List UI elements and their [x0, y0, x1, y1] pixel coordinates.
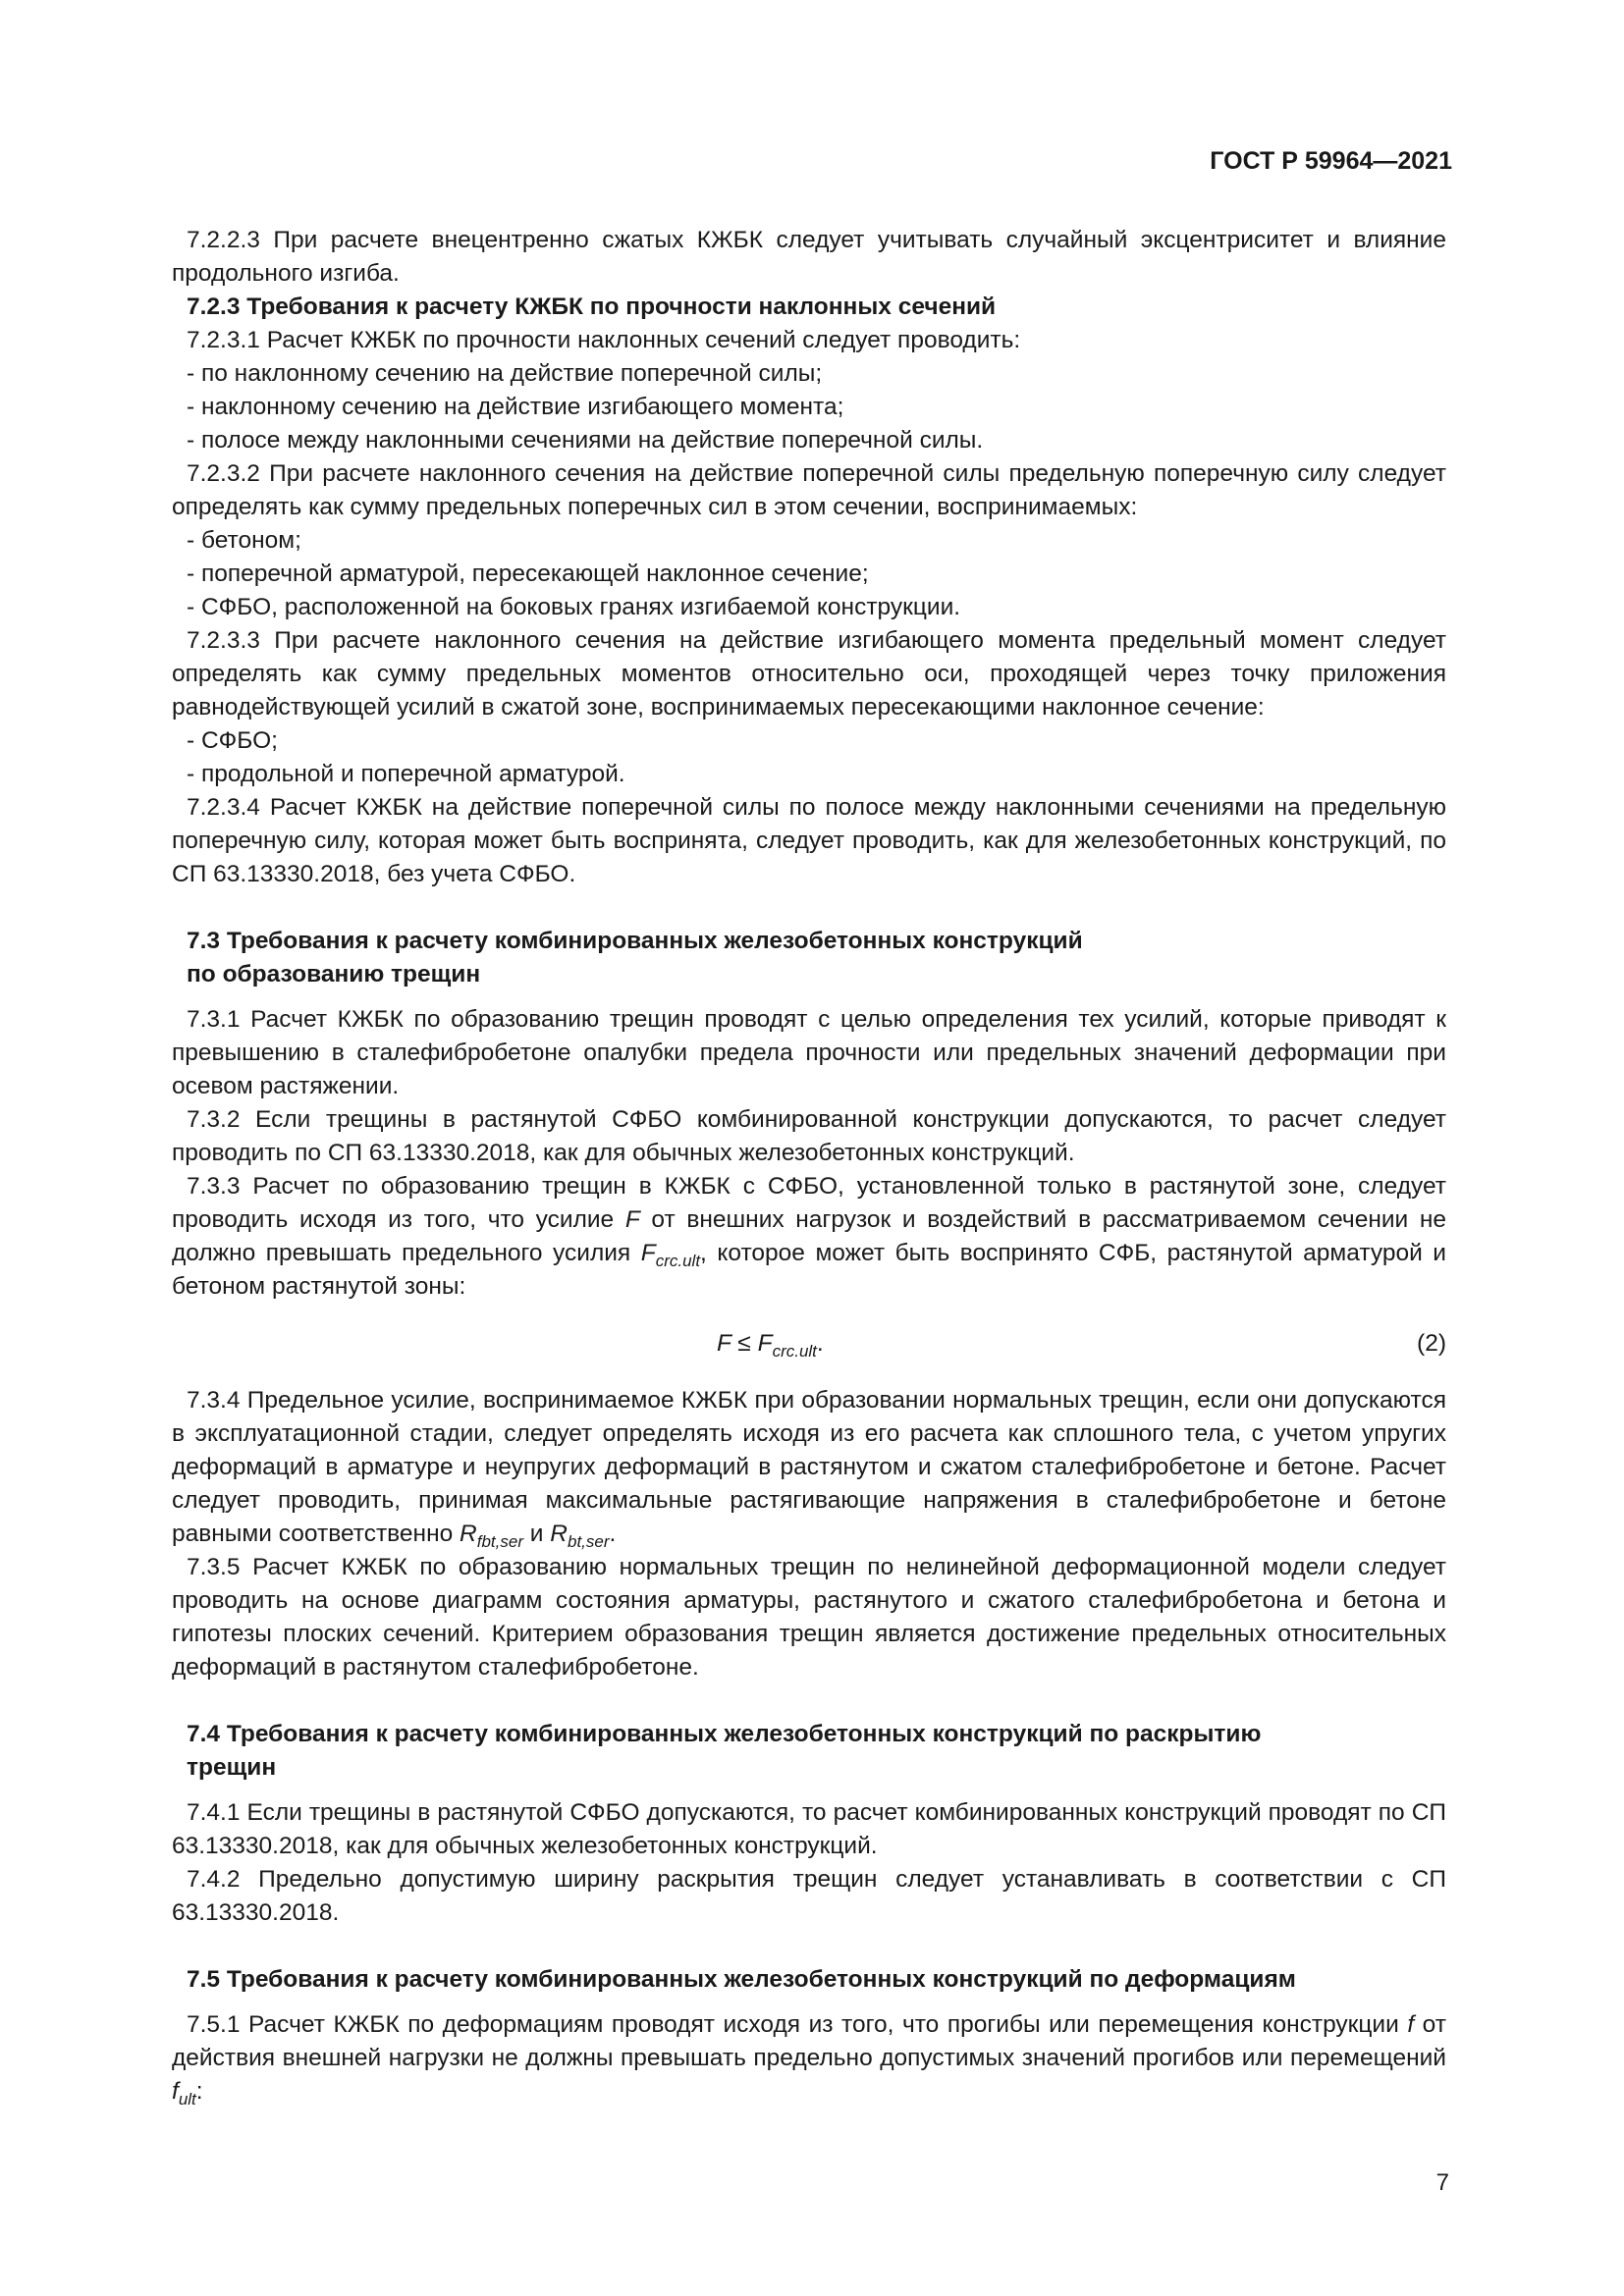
section-heading-7-4: [172, 1718, 1446, 1785]
symbol-F-crc-ult: F: [640, 1240, 656, 1266]
list-item: - бетоном;: [187, 527, 301, 554]
section-heading-7-3: [172, 925, 1446, 991]
subscript: fbt,ser: [476, 1532, 523, 1551]
formula-number: (2): [1417, 1330, 1446, 1357]
paragraph-7-5-1: [172, 2008, 1446, 2109]
paragraph-7-3-2: 7.3.2 Если трещины в растянутой СФБО комбинированной конструкции допускаются, то расчет следует проводить по СП 63.13330.2018, как для обычных железобетонных конструкций.: [172, 1106, 1446, 1166]
symbol-f: f: [1407, 2011, 1415, 2038]
text-run: .: [609, 1521, 617, 1547]
list-item: - наклонному сечению на действие изгибающего момента;: [187, 394, 844, 420]
list-item: - поперечной арматурой, пересекающей наклонное сечение;: [187, 561, 869, 587]
list-item: - по наклонному сечению на действие поперечной силы;: [187, 360, 823, 387]
paragraph-7-2-3-2: 7.2.3.2 При расчете наклонного сечения на действие поперечной силы предельную поперечную силу следует определять как сумму предельных поперечных сил в этом сечении, воспринимаемых:: [172, 460, 1446, 520]
text-run: 7.3.3 Расчет по образованию трещин в КЖБК с СФБО, установленной только в растянутой зоне, следует проводить исходя из того, что усилие: [172, 1173, 1446, 1233]
paragraph-7-2-2-3: 7.2.2.3 При расчете внецентренно сжатых КЖБК следует учитывать случайный эксцентриситет и влияние продольного изгиба.: [172, 227, 1446, 287]
formula-2: [172, 1317, 1446, 1376]
paragraph-7-4-1: 7.4.1 Если трещины в растянутой СФБО допускаются, то расчет комбинированных конструкций проводят по СП 63.13330.2018, как для обычных железобетонных конструкций.: [172, 1799, 1446, 1859]
section-heading-line: 7.5 Требования к расчету комбинированных железобетонных конструкций по деформациям: [187, 1966, 1296, 1993]
page-number: 7: [1435, 2169, 1449, 2196]
paragraph-7-3-1: 7.3.1 Расчет КЖБК по образованию трещин проводят с целью определения тех усилий, которые приводят к превышению в сталефибробетоне опалубки предела прочности или предельных значений деформации при осевом растяжении.: [172, 1006, 1446, 1099]
document-header: ГОСТ Р 59964—2021: [1210, 147, 1452, 175]
subscript: ult: [178, 2090, 196, 2109]
text-run: 7.3.4 Предельное усилие, воспринимаемое КЖБК при образовании нормальных трещин, если они допускаются в эксплуатационной стадии, следует определять исходя из его расчета как сплошного тела, с учетом упругих деформаций в арматуре и неупругих деформаций в растянутом и сжатом сталефибробетоне и бетоне. Расчет следует проводить, принимая максимальные растягивающие напряжения в сталефибробетоне и бетоне равными соответственно: [172, 1387, 1446, 1547]
subscript: bt,ser: [568, 1532, 610, 1551]
symbol-R: R: [550, 1521, 568, 1547]
paragraph-7-2-3-1: 7.2.3.1 Расчет КЖБК по прочности наклонных сечений следует проводить:: [187, 327, 1021, 353]
list-item: - продольной и поперечной арматурой.: [187, 761, 625, 787]
formula-expression: [717, 1327, 824, 1361]
section-heading-line: по образованию трещин: [187, 961, 481, 988]
symbol-f-ult: f: [172, 2078, 179, 2105]
subscript: crc.ult: [655, 1252, 701, 1270]
text-run: от действия внешней нагрузки не должны превышать предельно допустимых значений прогибов или перемещений: [172, 2011, 1446, 2071]
list-item: - СФБО, расположенной на боковых гранях изгибаемой конструкции.: [187, 594, 961, 620]
text-run: :: [195, 2078, 203, 2105]
subscript: crc.ult: [772, 1342, 817, 1361]
section-heading-line: 7.4 Требования к расчету комбинированных железобетонных конструкций по раскрытию: [187, 1721, 1262, 1747]
text-run: , которое может быть воспринято СФБ, растянутой арматурой и бетоном растянутой зоны:: [172, 1240, 1446, 1300]
section-heading-7-5: [172, 1963, 1446, 1997]
list-item: - СФБО;: [187, 727, 278, 754]
text-run: и: [522, 1521, 551, 1547]
text-run: 7.5.1 Расчет КЖБК по деформациям проводят исходя из того, что прогибы или перемещения конструкции: [187, 2011, 1408, 2038]
paragraph-7-2-3-4: 7.2.3.4 Расчет КЖБК на действие поперечной силы по полосе между наклонными сечениями на предельную поперечную силу, которая может быть воспринята, следует проводить, как для железобетонных конструкций, по СП 63.13330.2018, без учета СФБО.: [172, 794, 1446, 887]
formula-tail: .: [816, 1330, 824, 1357]
section-heading-line: 7.3 Требования к расчету комбинированных железобетонных конструкций: [187, 928, 1083, 954]
text-run: от внешних нагрузок и воздействий в рассматриваемом сечении не должно превышать предельного усилия: [172, 1206, 1446, 1266]
symbol-F: F: [624, 1206, 640, 1233]
paragraph-7-3-3: [172, 1170, 1446, 1304]
paragraph-7-4-2: 7.4.2 Предельно допустимую ширину раскрытия трещин следует устанавливать в соответствии с СП 63.13330.2018.: [172, 1866, 1446, 1926]
section-heading-line: трещин: [187, 1754, 277, 1781]
symbol-R: R: [460, 1521, 477, 1547]
paragraph-7-2-3-3: 7.2.3.3 При расчете наклонного сечения на действие изгибающего момента предельный момент следует определять как сумму предельных моментов относительно оси, проходящей через точку приложения равнодействующей усилий в сжатой зоне, воспринимаемых пересекающими наклонное сечение:: [172, 627, 1446, 721]
formula-lhs: F ≤ F: [717, 1330, 773, 1357]
subheading-7-2-3: 7.2.3 Требования к расчету КЖБК по прочности наклонных сечений: [187, 294, 997, 320]
list-item: - полосе между наклонными сечениями на действие поперечной силы.: [187, 427, 984, 454]
paragraph-7-3-5: 7.3.5 Расчет КЖБК по образованию нормальных трещин по нелинейной деформационной модели следует проводить на основе диаграмм состояния арматуры, растянутого и сжатого сталефибробетона и бетона и гипотезы плоских сечений. Критерием образования трещин является достижение предельных относительных деформаций в растянутом сталефибробетоне.: [172, 1554, 1446, 1681]
document-body: [172, 224, 1446, 2109]
paragraph-7-3-4: [172, 1384, 1446, 1551]
